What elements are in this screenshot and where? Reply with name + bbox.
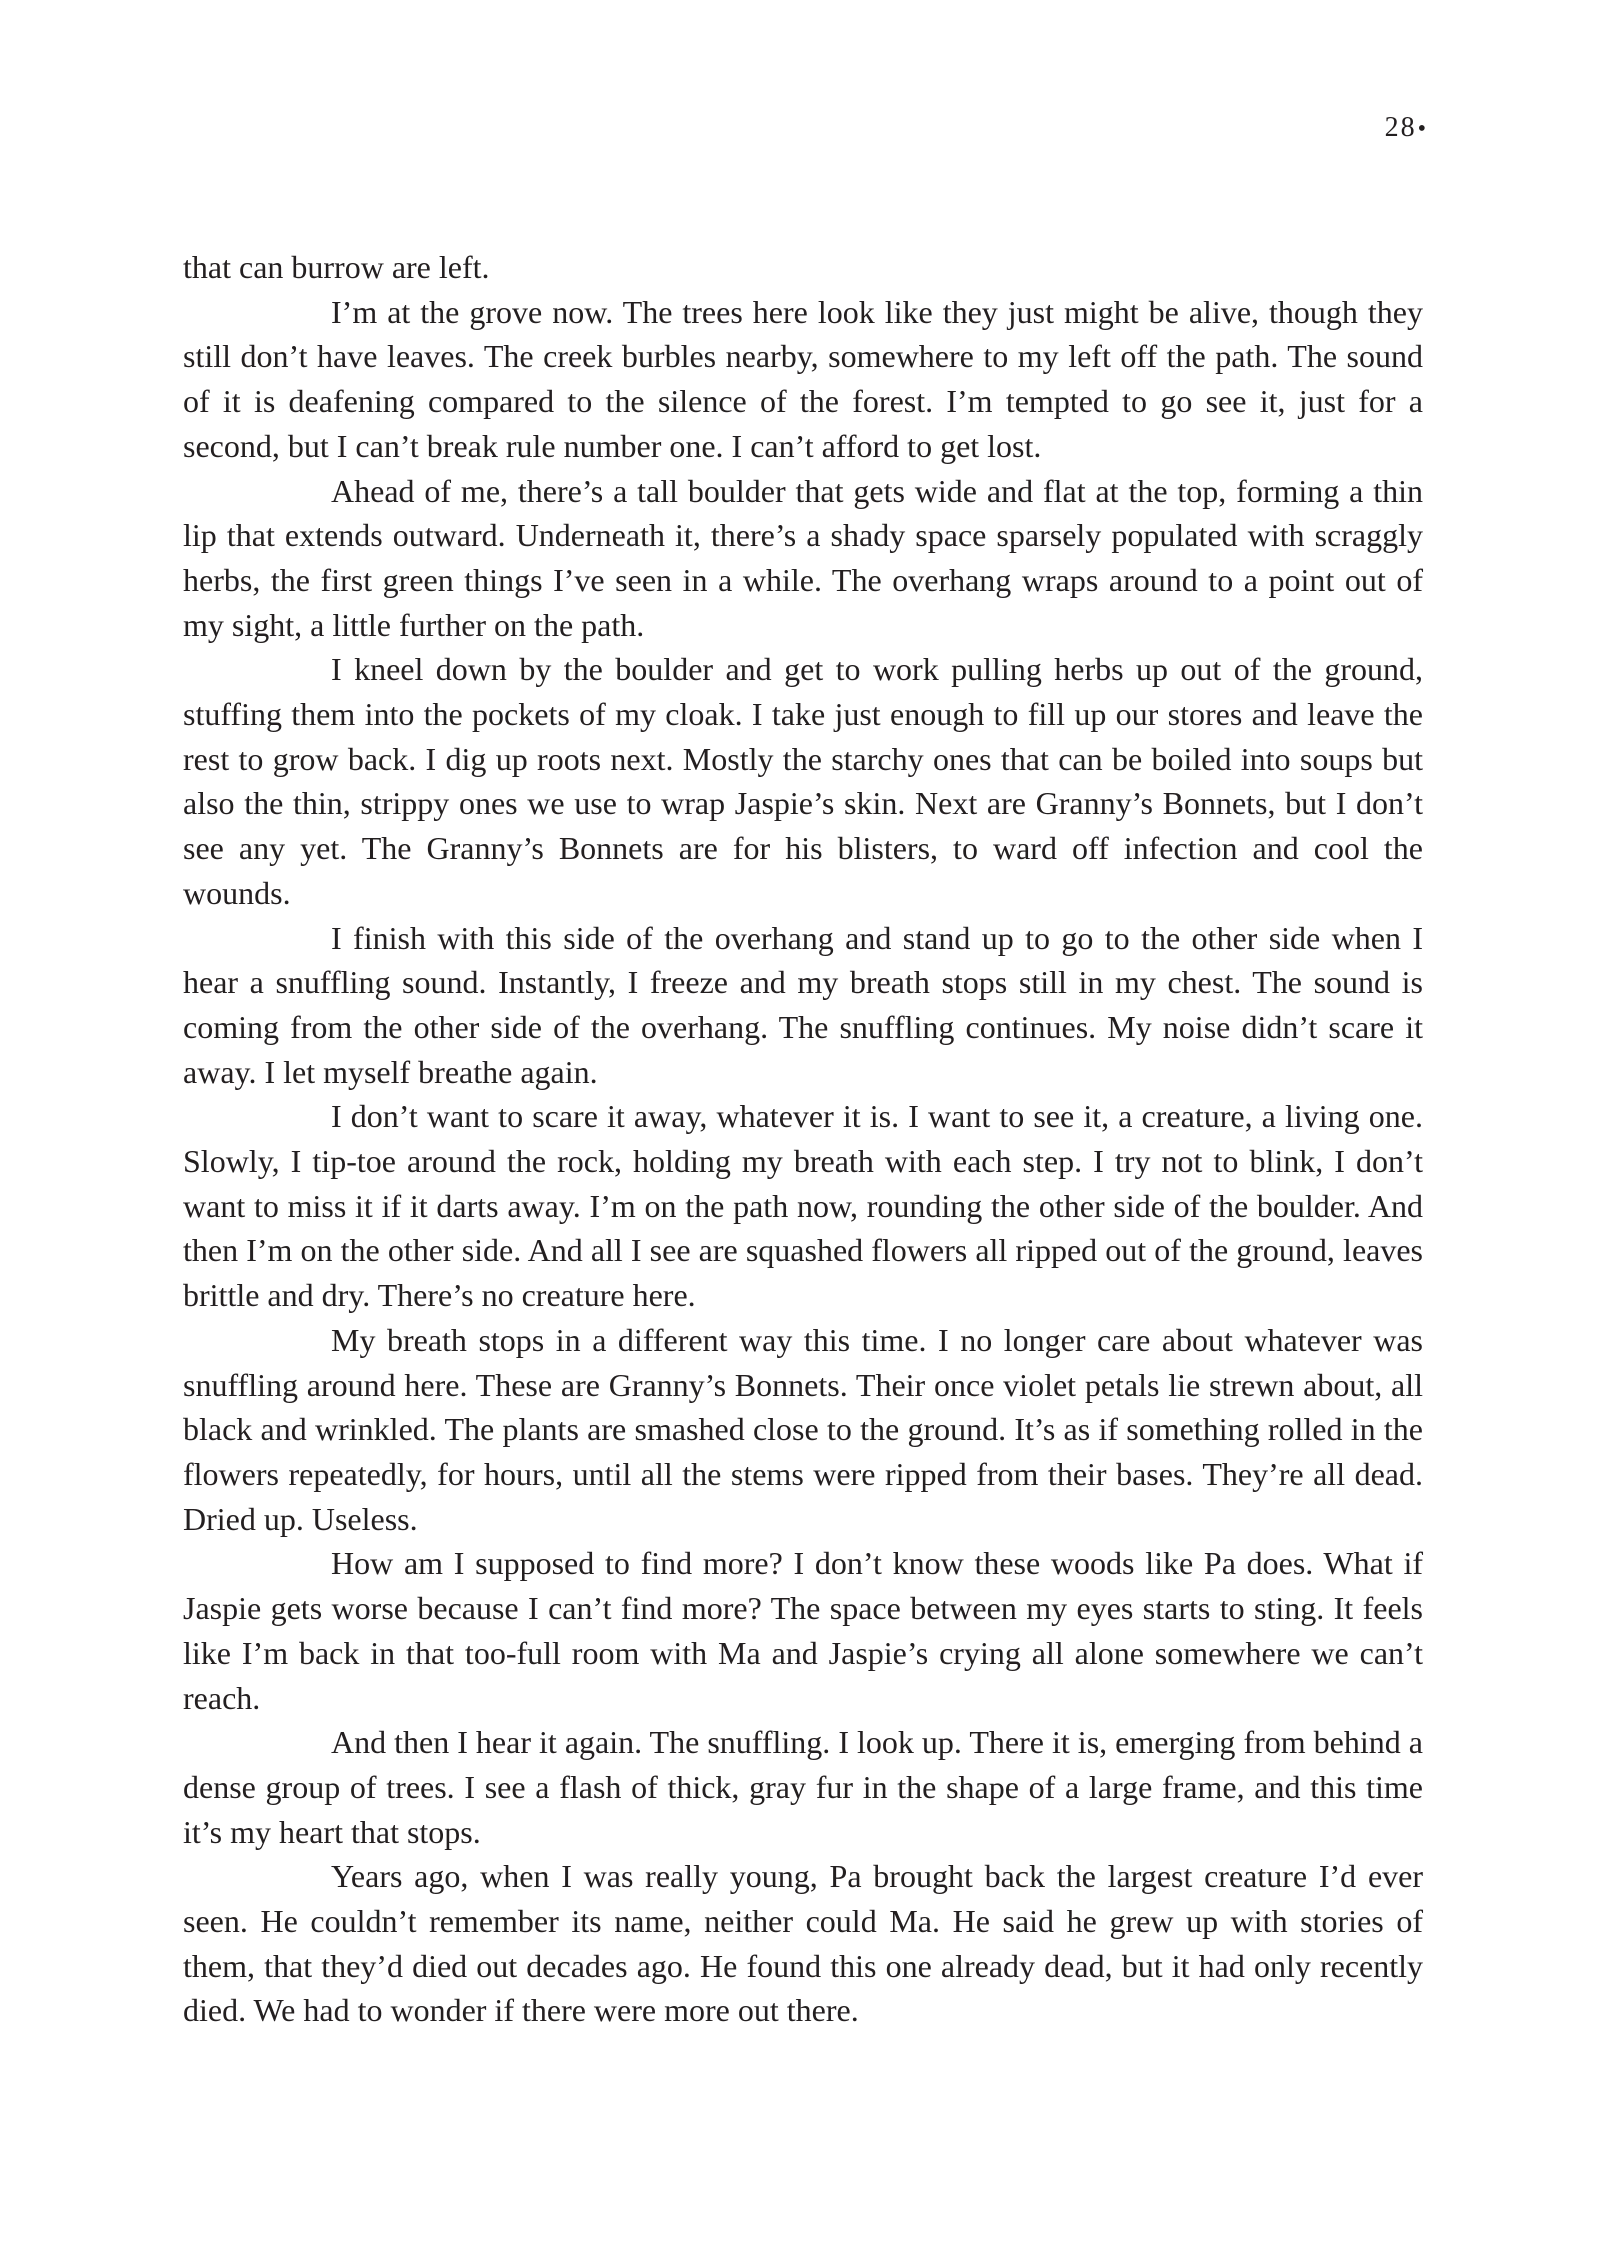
paragraph: I don’t want to scare it away, whatever it is. I want to see it, a creature, a living one. Slowly, I tip-toe around the rock, holding my breath with each step. I try not to blink, I don’t want to miss it if it darts away. I’m on the path now, rounding the other side of the boulder. And then I’m on the other side. And all I see are squashed flowers all ripped out of the ground, leaves brittle and dry. There’s no creature here.	[183, 1098, 1423, 1314]
paragraph: Ahead of me, there’s a tall boulder that gets wide and flat at the top, forming a thin lip that extends outward. Underneath it, there’s a shady space sparsely populated with scraggly herbs, the first green things I’ve seen in a while. The overhang wraps around to a point out of my sight, a little further on the path.	[183, 472, 1423, 643]
paragraph: I’m at the grove now. The trees here look like they just might be alive, though they still don’t have leaves. The creek burbles nearby, somewhere to my left off the path. The sound of it is deafening compared to the silence of the forest. I’m tempted to go see it, just for a second, but I can’t break rule number one. I can’t afford to get lost.	[183, 293, 1423, 464]
paragraph: Years ago, when I was really young, Pa brought back the largest creature I’d ever seen. He couldn’t remember its name, neither could Ma. He said he grew up with stories of them, that they’d died out decades ago. He found this one already dead, but it had only recently died. We had to wonder if there were more out there.	[183, 1858, 1423, 2029]
paragraph-continued: that can burrow are left.	[183, 249, 490, 285]
page-number	[1385, 108, 1428, 149]
paragraph: How am I supposed to find more? I don’t know these woods like Pa does. What if Jaspie gets worse because I can’t find more? The space between my eyes starts to sting. It feels like I’m back in that too-full room with Ma and Jaspie’s crying all alone somewhere we can’t reach.	[183, 1545, 1423, 1716]
paragraph: And then I hear it again. The snuffling. I look up. There it is, emerging from behind a dense group of trees. I see a flash of thick, gray fur in the shape of a large frame, and this time it’s my heart that stops.	[183, 1724, 1423, 1850]
paragraph: My breath stops in a different way this time. I no longer care about whatever was snuffling around here. These are Granny’s Bonnets. Their once violet petals lie strewn about, all black and wrinkled. The plants are smashed close to the ground. It’s as if something rolled in the flowers repeatedly, for hours, until all the stems were ripped from their bases. They’re all dead. Dried up. Useless.	[183, 1321, 1423, 1537]
page-number-value: 28	[1384, 112, 1417, 143]
body-text	[183, 245, 1423, 2033]
paragraph: I kneel down by the boulder and get to work pulling herbs up out of the ground, stuffing them into the pockets of my cloak. I take just enough to fill up our stores and leave the rest to grow back. I dig up roots next. Mostly the starchy ones that can be boiled into soups but also the thin, strippy ones we use to wrap Jaspie’s skin. Next are Granny’s Bonnets, but I don’t see any yet. The Granny’s Bonnets are for his blisters, to ward off infection and cool the wounds.	[183, 651, 1423, 911]
page-number-bullet: •	[1417, 116, 1428, 142]
paragraph: I finish with this side of the overhang and stand up to go to the other side when I hear a snuffling sound. Instantly, I freeze and my breath stops still in my chest. The sound is coming from the other side of the overhang. The snuffling continues. My noise didn’t scare it away. I let myself breathe again.	[183, 919, 1423, 1090]
